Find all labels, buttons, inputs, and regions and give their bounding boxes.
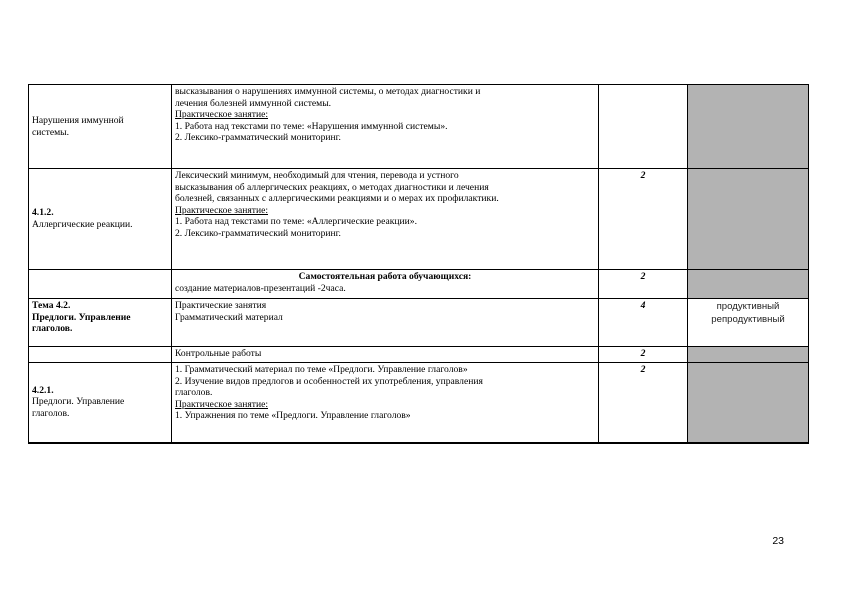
level-cell — [688, 270, 809, 299]
table-row — [29, 169, 809, 270]
section-cell — [29, 169, 172, 270]
section-line: Предлоги. Управление — [32, 396, 125, 408]
content-line: высказывания о нарушениях иммунной системы, о методах диагностики и — [175, 86, 481, 97]
topic-title: Тема 4.2. — [32, 300, 71, 311]
content-line: 1. Грамматический материал по теме «Предлоги. Управление глаголов» — [175, 364, 468, 375]
content-line: создание материалов-презентаций -2часа. — [175, 282, 346, 294]
practice-label: Практическое занятие: — [175, 398, 269, 410]
practice-line: 1. Работа над текстами по теме: «Аллергические реакции». — [175, 216, 417, 228]
section-cell — [29, 347, 172, 363]
table-row — [29, 299, 809, 347]
level-line: продуктивный — [716, 301, 780, 312]
section-line: Нарушения иммунной — [32, 114, 124, 126]
section-cell — [29, 270, 172, 299]
section-line: глаголов. — [32, 408, 70, 420]
content-cell — [172, 299, 599, 347]
content-line: высказывания об аллергических реакциях, о методах диагностики и лечения — [175, 181, 489, 193]
content-line: лечения болезней иммунной системы. — [175, 97, 332, 109]
content-line: 2. Изучение видов предлогов и особенностей их употребления, управления — [175, 375, 483, 387]
content-cell — [172, 363, 599, 443]
section-cell — [29, 299, 172, 347]
table-row — [29, 363, 809, 443]
topic-title: глаголов. — [32, 323, 73, 335]
hours-cell: 2 — [599, 347, 688, 363]
table-row — [29, 347, 809, 363]
hours-cell: 2 — [599, 169, 688, 270]
hours-cell: 4 — [599, 299, 688, 347]
hours-cell: 2 — [599, 363, 688, 443]
level-cell — [688, 299, 809, 347]
level-line: репродуктивный — [711, 314, 785, 325]
content-cell — [172, 270, 599, 299]
level-cell — [688, 347, 809, 363]
table-row — [29, 270, 809, 299]
practice-label: Практическое занятие: — [175, 109, 269, 121]
content-line: болезней, связанных с аллергическими реакциями и о мерах их профилактики. — [175, 193, 499, 205]
content-cell — [172, 347, 599, 363]
practice-line: 2. Лексико-грамматический мониторинг. — [175, 227, 341, 239]
topic-title: Предлоги. Управление — [32, 311, 131, 323]
section-line: системы. — [32, 126, 70, 138]
content-line: Практические занятия — [175, 300, 267, 311]
practice-line: 1. Работа над текстами по теме: «Нарушения иммунной системы». — [175, 120, 448, 132]
content-cell — [172, 169, 599, 270]
section-line: Аллергические реакции. — [32, 219, 133, 230]
practice-line: 2. Лексико-грамматический мониторинг. — [175, 132, 341, 144]
table-row — [29, 85, 809, 169]
content-line: Лексический минимум, необходимый для чтения, перевода и устного — [175, 170, 459, 181]
content-line: Грамматический материал — [175, 311, 283, 323]
practice-line: 1. Упражнения по теме «Предлоги. Управление глаголов» — [175, 410, 411, 422]
section-cell — [29, 85, 172, 169]
content-cell — [172, 85, 599, 169]
level-cell — [688, 169, 809, 270]
hours-cell: 2 — [599, 270, 688, 299]
practice-label: Практическое занятие: — [175, 204, 269, 216]
level-cell — [688, 85, 809, 169]
curriculum-table — [28, 84, 809, 444]
content-line: Контрольные работы — [175, 348, 262, 359]
section-cell — [29, 363, 172, 443]
content-line: глаголов. — [175, 387, 213, 399]
section-code: 4.2.1. — [32, 384, 54, 396]
hours-cell — [599, 85, 688, 169]
self-study-heading: Самостоятельная работа обучающихся: — [298, 271, 472, 282]
section-code: 4.1.2. — [32, 207, 54, 219]
page-number: 23 — [772, 535, 784, 547]
level-cell — [688, 363, 809, 443]
